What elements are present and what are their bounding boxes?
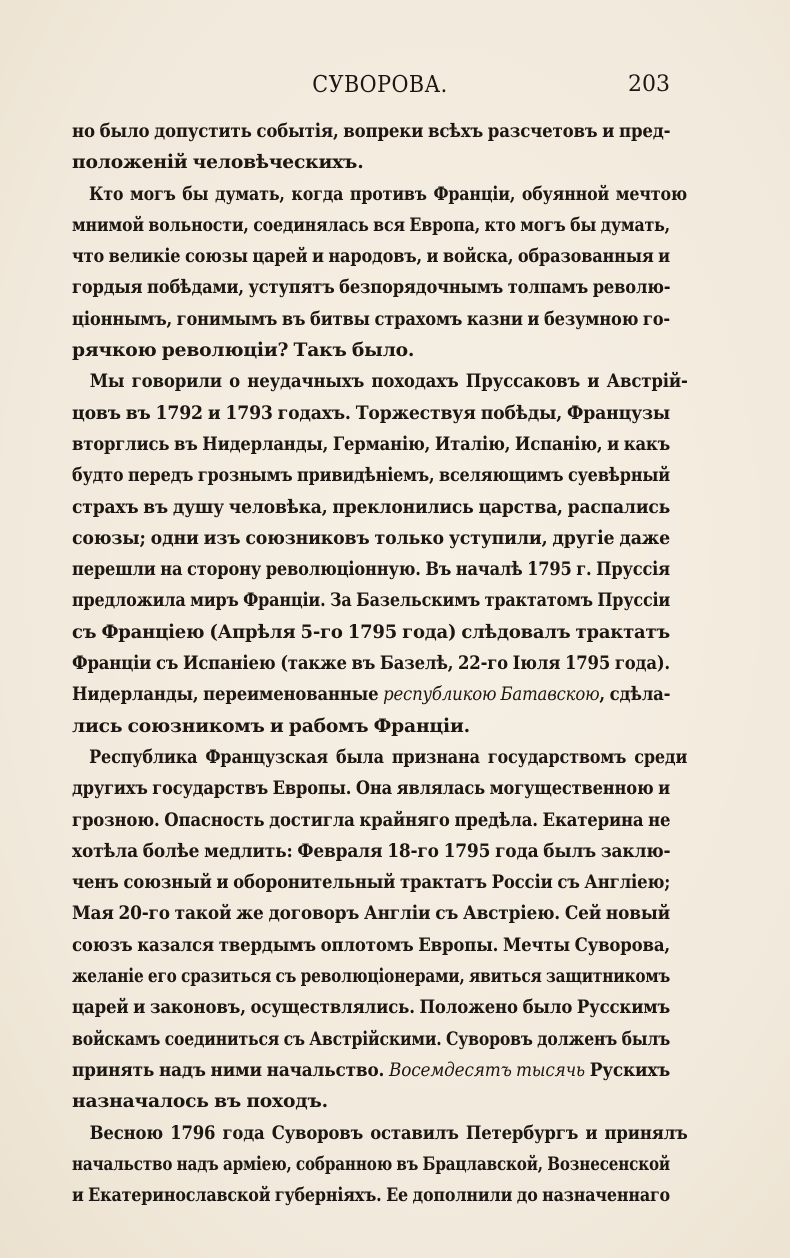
text-line: войскамъ соединиться съ Австрійскими. Суворовъ долженъ былъ: [72, 1027, 671, 1050]
text-line: другихъ государствъ Европы. Она являлась могущественною и: [72, 777, 670, 800]
text-line: начальство надъ арміею, собранною въ Брацлавской, Вознесенской: [72, 1152, 670, 1175]
text-segment: Нидерланды, переименованные: [72, 683, 384, 706]
text-line: будто передъ грознымъ привидѣніемъ, вселяющимъ суевѣрный: [72, 464, 670, 487]
text-line: но было допустить событія, вопреки всѣхъ разсчетовъ и пред-: [72, 120, 671, 142]
text-line: лись союзникомъ и рабомъ Франціи.: [72, 714, 470, 737]
paragraph-start-line: Кто могъ бы думать, когда противъ Франціи, обуянной мечтою: [88, 182, 687, 205]
text-line: царей и законовъ, осуществлялись. Положено было Русскимъ: [72, 996, 671, 1019]
text-line: предложила миръ Франціи. За Базельскимъ трактатомъ Пруссіи: [72, 589, 671, 612]
paragraph-start-line: Мы говорили о неудачныхъ походахъ Пруссаковъ и Австрій-: [89, 370, 688, 393]
text-line: рячкою революціи? Такъ было.: [72, 339, 415, 362]
text-line-with-italic: [72, 679, 670, 710]
paragraph-start-line: Весною 1796 года Суворовъ оставилъ Петербургъ и принялъ: [89, 1121, 688, 1144]
text-line: грозною. Опасность достигла крайняго предѣла. Екатерина не: [72, 808, 671, 831]
text-line: Франціи съ Испаніею (также въ Базелѣ, 22-го Іюля 1795 года).: [72, 652, 670, 675]
text-line: ціоннымъ, гонимымъ въ битвы страхомъ казни и безумною го-: [72, 307, 670, 330]
text-body: [72, 116, 688, 1211]
text-line: ченъ союзный и оборонительный трактатъ Россіи съ Англіею;: [72, 871, 671, 894]
text-line: Мая 20-го такой же договоръ Англіи съ Австріею. Сей новый: [72, 902, 670, 925]
text-line: перешли на сторону революціонную. Въ началѣ 1795 г. Пруссія: [72, 558, 670, 581]
text-line: мнимой вольности, соединялась вся Европа, кто могъ бы думать,: [72, 213, 670, 236]
text-line: что великіе союзы царей и народовъ, и войска, образованныя и: [72, 245, 670, 268]
running-title: СУВОРОВА.: [312, 72, 448, 98]
italic-phrase: республикою Батавскою: [383, 684, 600, 706]
text-segment: принять надъ ними начальство.: [72, 1058, 390, 1081]
text-line: назначалось въ походъ.: [72, 1090, 328, 1113]
text-line: положеній человѣческихъ.: [72, 151, 364, 174]
text-segment: Рускихъ: [584, 1058, 670, 1081]
text-line: страхъ въ душу человѣка, преклонились царства, распались: [72, 495, 671, 518]
paragraph-start-line: Республика Французская была признана государствомъ среди: [89, 745, 688, 768]
text-line: союзъ казался твердымъ оплотомъ Европы. Мечты Суворова,: [72, 933, 670, 956]
text-line: и Екатеринославской губерніяхъ. Ее дополнили до назначеннаго: [72, 1184, 670, 1207]
text-line: союзы; одни изъ союзниковъ только уступили, другіе даже: [72, 526, 670, 549]
text-line: съ Франціею (Апрѣля 5-го 1795 года) слѣдовалъ трактатъ: [72, 620, 671, 643]
text-line: вторглись въ Нидерланды, Германію, Италію, Испанію, и какъ: [72, 432, 670, 455]
page-number: 203: [628, 72, 670, 97]
text-line-with-italic: [72, 1055, 670, 1086]
text-line: желаніе его сразиться съ революціонерами, явиться защитникомъ: [72, 965, 671, 988]
text-line: цовъ въ 1792 и 1793 годахъ. Торжествуя побѣды, Французы: [72, 401, 670, 424]
italic-phrase: Восемдесятъ тысячь: [389, 1059, 585, 1081]
text-segment: , сдѣла-: [599, 683, 671, 706]
text-line: хотѣла болѣе медлить: Февраля 18-го 1795 года былъ заклю-: [72, 839, 671, 862]
page-header: [90, 72, 670, 106]
text-line: гордыя побѣдами, уступятъ безпорядочнымъ толпамъ револю-: [72, 276, 671, 299]
